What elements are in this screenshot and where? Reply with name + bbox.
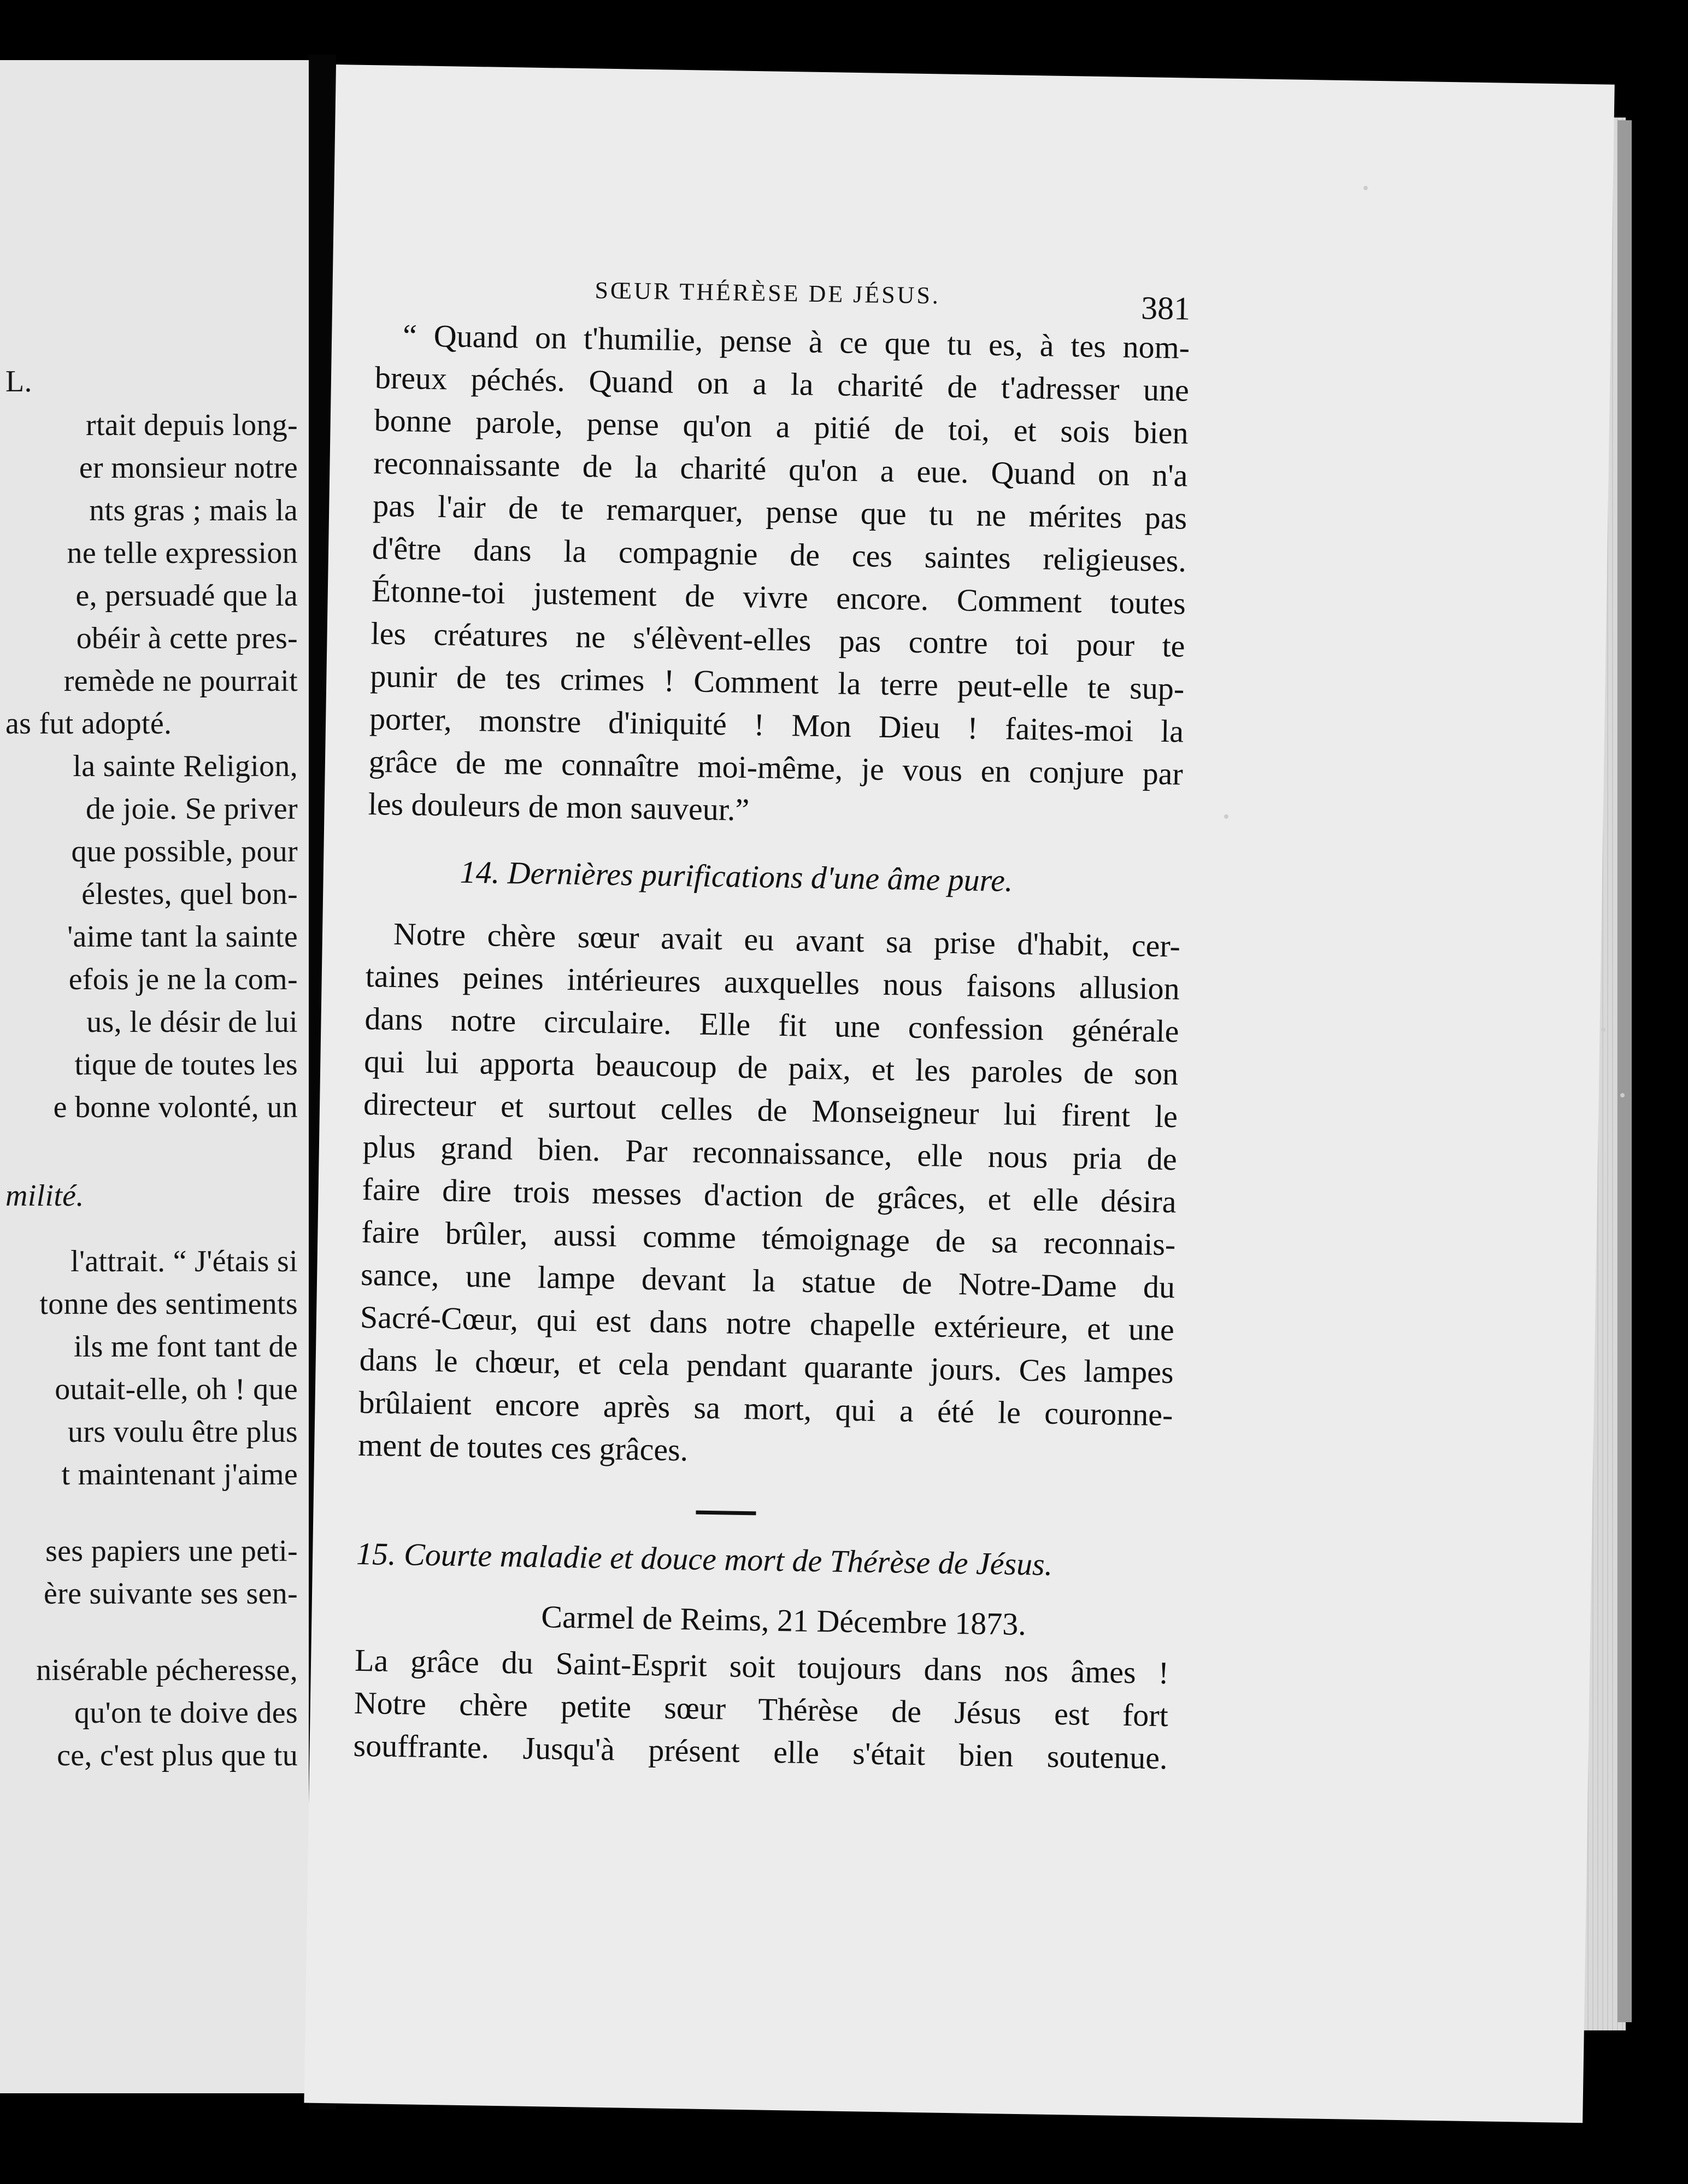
body-line: plus grand bien. Par reconnaissance, elle nous pria de bbox=[362, 1129, 1178, 1177]
body-line: taines peines intérieures auxquelles nous faisons allusion bbox=[365, 958, 1180, 1007]
body-line: qui lui apporta beaucoup de paix, et les paroles de son bbox=[363, 1043, 1179, 1092]
body-line: faire brûler, aussi comme témoignage de sa reconnais- bbox=[361, 1213, 1176, 1263]
running-head: SŒUR THÉRÈSE DE JÉSUS. bbox=[595, 277, 941, 309]
quote-line: “ Quand on t'humilie, pense à ce que tu es, à tes nom- bbox=[402, 317, 1190, 366]
scan-speck bbox=[1620, 1093, 1625, 1097]
left-page-line: nts gras ; mais la bbox=[89, 494, 298, 527]
left-page-line: nisérable pécheresse, bbox=[36, 1653, 298, 1687]
quote-line: bonne parole, pense qu'on a pitié de toi, et sois bien bbox=[374, 402, 1189, 451]
body-line: sance, une lampe devant la statue de Notre-Dame du bbox=[360, 1256, 1175, 1305]
left-page-line: obéir à cette pres- bbox=[76, 621, 298, 655]
page-edges-shadow bbox=[1618, 120, 1632, 2022]
left-page-line: remède ne pourrait bbox=[63, 664, 298, 698]
left-page-line: efois je ne la com- bbox=[68, 962, 298, 996]
left-page-line: de joie. Se priver bbox=[86, 792, 298, 826]
left-page-line: outait-elle, oh ! que bbox=[55, 1372, 298, 1406]
left-page-line: ce, c'est plus que tu bbox=[57, 1739, 298, 1772]
body-line: directeur et surtout celles de Monseigneur lui firent le bbox=[363, 1086, 1178, 1135]
left-page-line: la sainte Religion, bbox=[73, 749, 298, 783]
left-page-line: t maintenant j'aime bbox=[61, 1458, 298, 1492]
left-page-line: ère suivante ses sen- bbox=[43, 1577, 298, 1611]
letter-dateline: Carmel de Reims, 21 Décembre 1873. bbox=[540, 1599, 1027, 1642]
quote-line: punir de tes crimes ! Comment la terre peut-elle te sup- bbox=[369, 658, 1185, 707]
section-14-heading: 14. Dernières purifications d'une âme pure. bbox=[460, 854, 1013, 899]
body-line: faire dire trois messes d'action de grâces, et elle désira bbox=[362, 1171, 1177, 1220]
left-page-line: rtait depuis long- bbox=[86, 408, 298, 442]
left-page-line: 'aime tant la sainte bbox=[67, 920, 298, 954]
left-page-line: e bonne volonté, un bbox=[53, 1090, 298, 1124]
quote-line: Étonne-toi justement de vivre encore. Comment toutes bbox=[371, 573, 1186, 621]
left-page-heading-fragment: milité. bbox=[5, 1179, 84, 1213]
body-line: dans notre circulaire. Elle fit une confession générale bbox=[364, 1001, 1179, 1049]
left-page-line: l'attrait. “ J'étais si bbox=[70, 1244, 298, 1278]
left-page-line: ses papiers une peti- bbox=[45, 1534, 298, 1568]
left-page-line: tique de toutes les bbox=[74, 1048, 298, 1082]
left-page-line: e, persuadé que la bbox=[75, 579, 298, 613]
left-page-line: ne telle expression bbox=[67, 536, 298, 570]
section-divider-rule bbox=[696, 1511, 756, 1516]
quote-line: reconnaissante de la charité qu'on a eue. Quand on n'a bbox=[373, 445, 1188, 494]
body-line: Notre chère petite sœur Thérèse de Jésus est fort bbox=[354, 1684, 1169, 1734]
scan-speck bbox=[1224, 814, 1228, 819]
left-page-line: as fut adopté. bbox=[5, 707, 172, 741]
left-page bbox=[0, 60, 312, 2093]
body-line: Sacré-Cœur, qui est dans notre chapelle extérieure, et une bbox=[360, 1299, 1175, 1348]
section-15-heading: 15. Courte maladie et douce mort de Thérèse de Jésus. bbox=[356, 1535, 1053, 1582]
left-page-line: us, le désir de lui bbox=[86, 1005, 298, 1039]
left-page-line: que possible, pour bbox=[71, 835, 298, 868]
quote-line: breux péchés. Quand on a la charité de t'adresser une bbox=[374, 360, 1190, 408]
body-line: souffrante. Jusqu'à présent elle s'était bien soutenue. bbox=[353, 1727, 1168, 1776]
left-page-line: urs voulu être plus bbox=[68, 1415, 298, 1449]
left-page-line: élestes, quel bon- bbox=[81, 877, 298, 911]
body-line: La grâce du Saint-Esprit soit toujours dans nos âmes ! bbox=[354, 1642, 1169, 1691]
body-line: ment de toutes ces grâces. bbox=[357, 1426, 689, 1468]
right-page bbox=[304, 64, 1614, 2123]
left-page-line: qu'on te doive des bbox=[74, 1696, 298, 1730]
scan-speck bbox=[1363, 186, 1368, 190]
left-page-line: tonne des sentiments bbox=[39, 1287, 298, 1321]
body-line: dans le chœur, et cela pendant quarante jours. Ces lampes bbox=[359, 1341, 1174, 1390]
left-page-line: L. bbox=[5, 365, 32, 398]
body-line: brûlaient encore après sa mort, qui a été le couronne- bbox=[358, 1384, 1173, 1433]
quote-line: pas l'air de te remarquer, pense que tu ne mérites pas bbox=[372, 488, 1187, 536]
body-line: Notre chère sœur avait eu avant sa prise d'habit, cer- bbox=[393, 915, 1181, 964]
left-page-line: er monsieur notre bbox=[79, 451, 298, 485]
quote-line: porter, monstre d'iniquité ! Mon Dieu ! faites-moi la bbox=[369, 701, 1184, 749]
quote-line: d'être dans la compagnie de ces saintes religieuses. bbox=[372, 530, 1187, 579]
quote-line: les créatures ne s'élèvent-elles pas contre toi pour te bbox=[370, 615, 1185, 664]
quote-line: les douleurs de mon sauveur.” bbox=[368, 786, 750, 828]
scan-speck bbox=[1601, 1028, 1605, 1032]
left-page-line: ils me font tant de bbox=[73, 1330, 298, 1364]
quote-line: grâce de me connaître moi-même, je vous en conjure par bbox=[368, 743, 1184, 792]
page-number: 381 bbox=[1140, 290, 1191, 327]
